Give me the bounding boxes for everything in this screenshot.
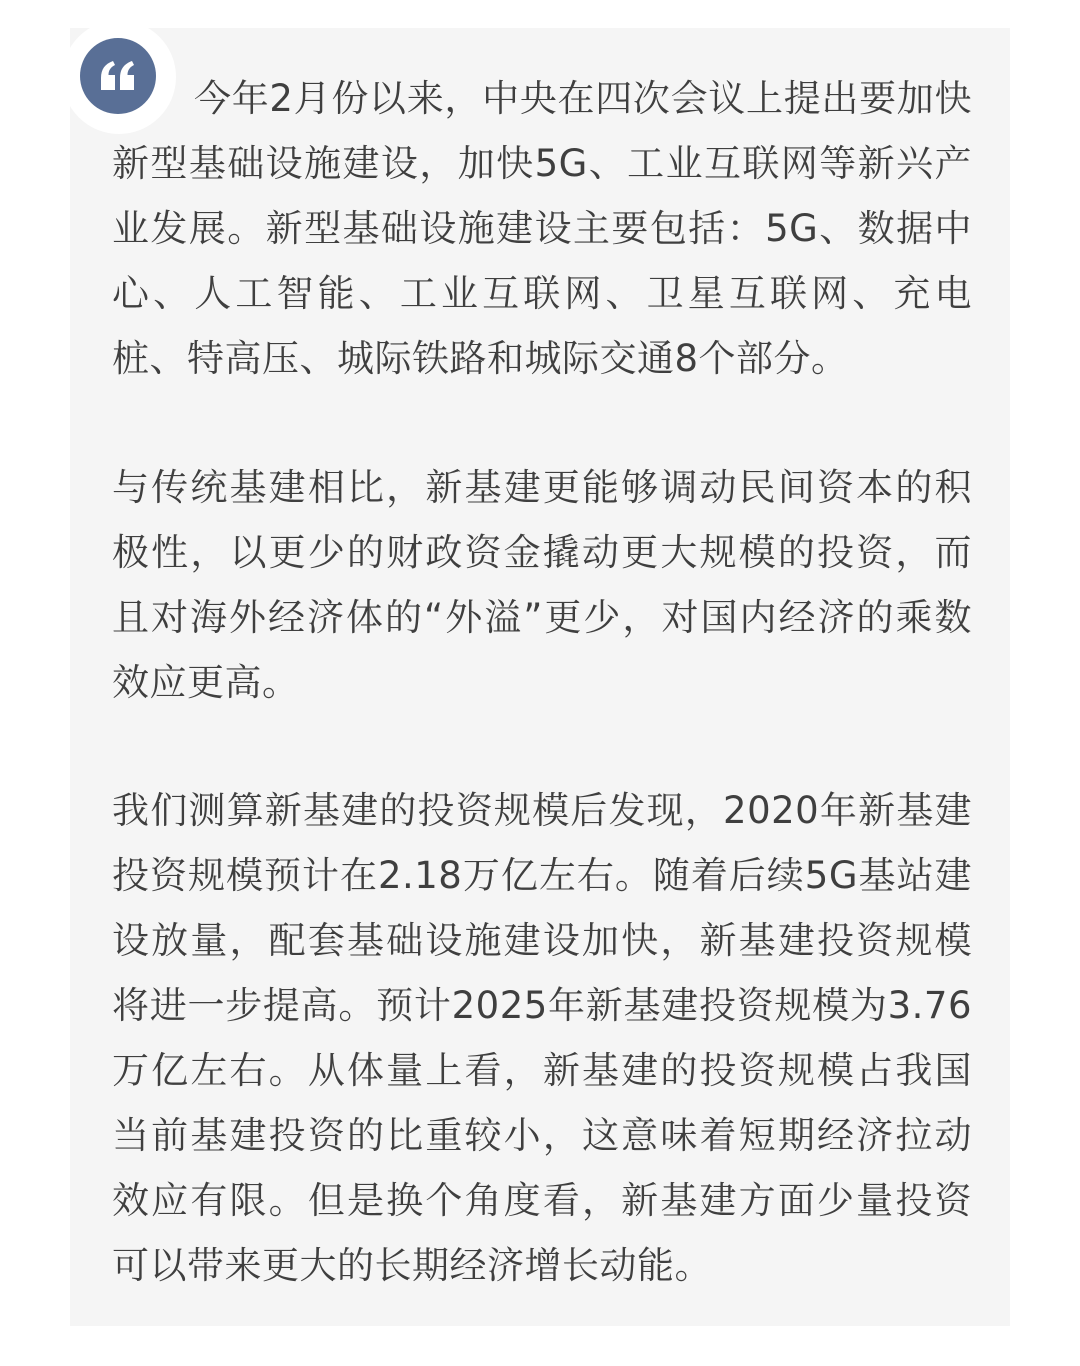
paragraph-new-infrastructure-intro: 今年2月份以来，中央在四次会议上提出要加快新型基础设施建设，加快5G、工业互联网等新兴产业发展。新型基础设施建设主要包括：5G、数据中心、人工智能、工业互联网、卫星互联网、充电桩、特高压、城际铁路和城际交通8个部分。 [112, 77, 972, 380]
paragraph-comparison-traditional: 与传统基建相比，新基建更能够调动民间资本的积极性，以更少的财政资金撬动更大规模的投资，而且对海外经济体的“外溢”更少，对国内经济的乘数效应更高。 [112, 466, 972, 704]
paragraph-investment-scale: 我们测算新基建的投资规模后发现，2020年新基建投资规模预计在2.18万亿左右。随着后续5G基站建设放量，配套基础设施建设加快，新基建投资规模将进一步提高。预计2025年新基建投资规模为3.76万亿左右。从体量上看，新基建的投资规模占我国当前基建投资的比重较小，这意味着短期经济拉动效应有限。但是换个角度看，新基建方面少量投资可以带来更大的长期经济增长动能。 [112, 789, 972, 1287]
